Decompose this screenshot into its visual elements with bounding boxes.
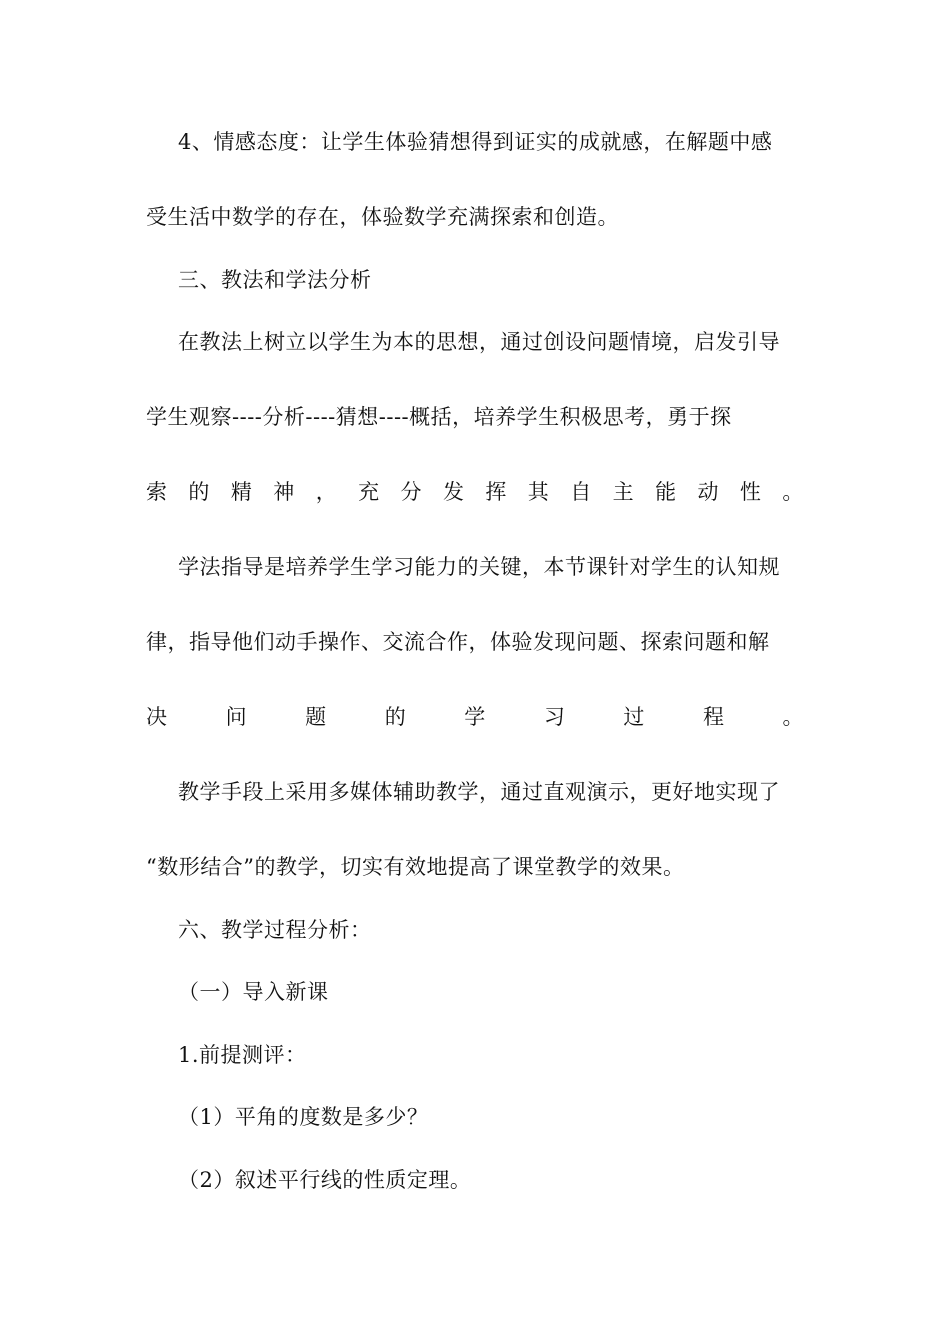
paragraph-line: 4、情感态度：让学生体验猜想得到证实的成就感，在解题中感 bbox=[178, 130, 773, 154]
char: 动 bbox=[697, 480, 719, 504]
char: 习 bbox=[543, 705, 566, 729]
char: 主 bbox=[612, 480, 635, 504]
char: 能 bbox=[655, 480, 677, 504]
char: 学 bbox=[464, 705, 486, 729]
char: 过 bbox=[623, 705, 645, 729]
char: 分 bbox=[400, 480, 423, 504]
spread-paragraph-line bbox=[146, 478, 804, 506]
paragraph-line: 受生活中数学的存在，体验数学充满探索和创造。 bbox=[146, 205, 619, 229]
list-item: （2）叙述平行线的性质定理。 bbox=[178, 1168, 472, 1192]
list-item: （1）平角的度数是多少？ bbox=[178, 1105, 429, 1129]
paragraph-line: 律，指导他们动手操作、交流合作，体验发现问题、探索问题和解 bbox=[146, 630, 770, 654]
char: 程 bbox=[702, 705, 725, 729]
char: 。 bbox=[782, 480, 804, 504]
char: 的 bbox=[384, 705, 407, 729]
char: 自 bbox=[570, 480, 592, 504]
char: 精 bbox=[230, 480, 253, 504]
paragraph-line: “数形结合”的教学，切实有效地提高了课堂教学的效果。 bbox=[146, 855, 685, 879]
char: 。 bbox=[782, 705, 804, 729]
char: 题 bbox=[305, 705, 327, 729]
paragraph-line: 教学手段上采用多媒体辅助教学，通过直观演示，更好地实现了 bbox=[178, 780, 780, 804]
char: 挥 bbox=[485, 480, 507, 504]
paragraph-line: 在教法上树立以学生为本的思想，通过创设问题情境，启发引导 bbox=[178, 330, 780, 354]
char: 的 bbox=[188, 480, 210, 504]
section-heading: 六、教学过程分析： bbox=[178, 918, 372, 942]
char: 神 bbox=[273, 480, 295, 504]
paragraph-line: 学法指导是培养学生学习能力的关键，本节课针对学生的认知规 bbox=[178, 555, 780, 579]
char: 决 bbox=[146, 705, 168, 729]
char: 索 bbox=[146, 480, 168, 504]
char: ， bbox=[315, 480, 338, 504]
char: 发 bbox=[442, 480, 465, 504]
subsection-heading: （一）导入新课 bbox=[178, 980, 329, 1004]
char: 性 bbox=[739, 480, 762, 504]
char: 充 bbox=[358, 480, 380, 504]
list-heading: 1.前提测评： bbox=[178, 1043, 307, 1067]
spread-paragraph-line bbox=[146, 703, 804, 731]
paragraph-line: 学生观察----分析----猜想----概括，培养学生积极思考，勇于探 bbox=[146, 405, 732, 429]
char: 其 bbox=[527, 480, 550, 504]
char: 问 bbox=[225, 705, 248, 729]
section-heading: 三、教法和学法分析 bbox=[178, 268, 372, 292]
